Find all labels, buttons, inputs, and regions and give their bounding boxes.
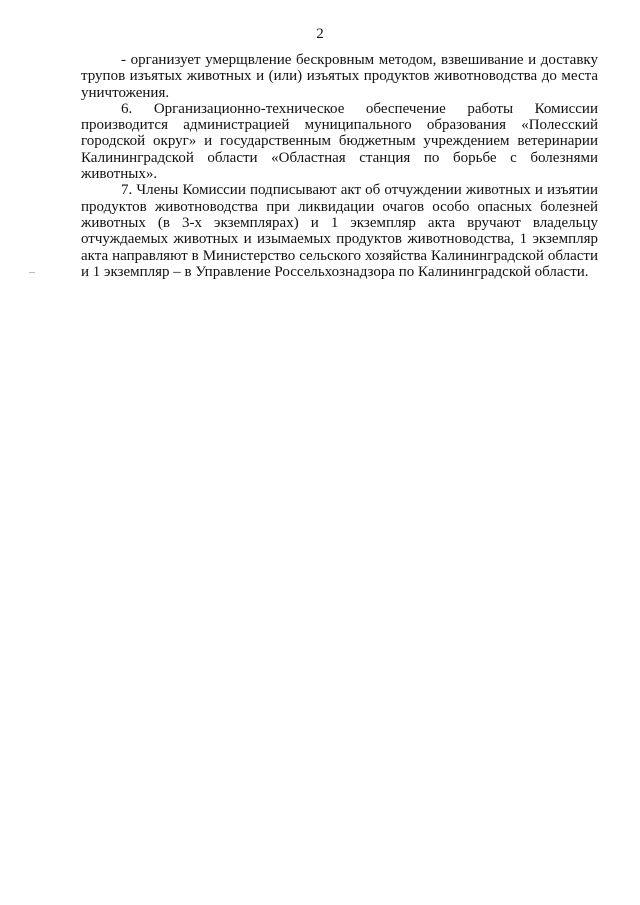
margin-scan-mark xyxy=(29,272,35,273)
document-body xyxy=(81,52,598,280)
page-number: 2 xyxy=(316,26,324,42)
paragraph-dispose-carcasses: - организует умерщвление бескровным методом, взвешивание и доставку трупов изъятых животных и (или) изъятых продуктов животноводства до места уничтожения. xyxy=(81,52,598,101)
paragraph-6-organizational-support: 6. Организационно-техническое обеспечение работы Комиссии производится администрацией муниципального образования «Полесский городской округ» и государственным бюджетным учреждением ветеринарии Калининградской области «Областная станция по борьбе с болезнями животных». xyxy=(81,100,598,183)
paragraph-7-commission-act: 7. Члены Комиссии подписывают акт об отчуждении животных и изъятии продуктов животноводства при ликвидации очагов особо опасных болезней животных (в 3-х экземплярах) и 1 экземпляр акта вручают владельцу отчуждаемых животных и изымаемых продуктов животноводства, 1 экземпляр акта направляют в Министерство сельского хозяйства Калининградской области и 1 экземпляр – в Управление Россельхознадзора по Калининградской области. xyxy=(81,182,598,280)
